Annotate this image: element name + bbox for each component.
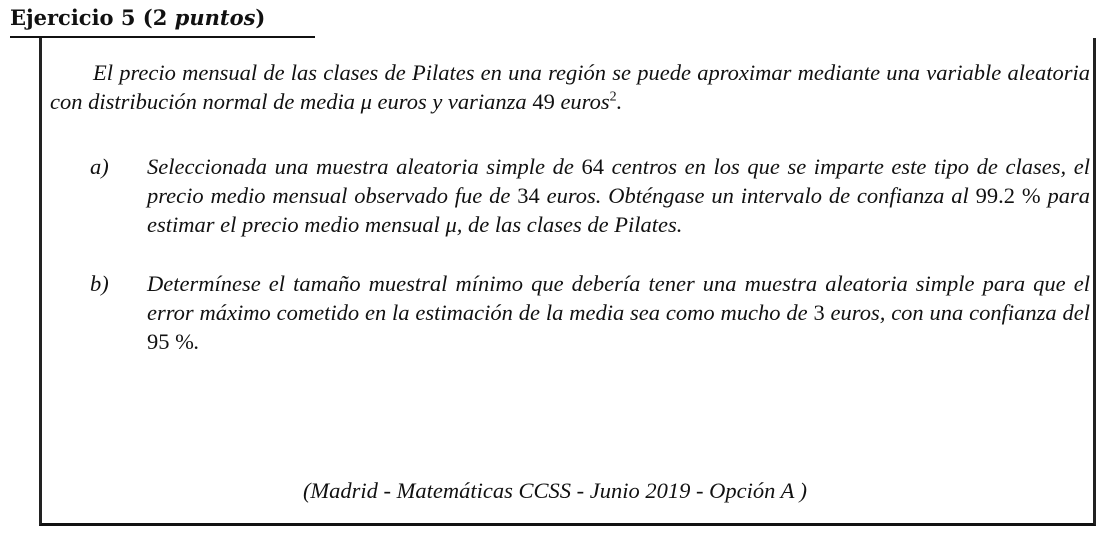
unit-power: 2 (609, 89, 617, 105)
question-label: b) (90, 271, 109, 296)
question-label: a) (90, 154, 109, 179)
question-b (50, 269, 1090, 356)
statement-text: euros y varianza (371, 89, 533, 114)
exercise-body (50, 58, 1090, 356)
question-a (50, 152, 1090, 239)
unit-text: euros (554, 89, 610, 114)
sample-size: 64 (581, 154, 604, 179)
confidence-level: 99.2 % (975, 183, 1041, 208)
statement-text: El precio mensual de las clases de Pilates en una región se puede aproximar mediante una variable aleatoria con distribución normal de media (50, 60, 1090, 114)
statement-end: . (616, 89, 623, 114)
exercise-points: puntos (174, 5, 256, 30)
question-text: Determínese el tamaño muestral mínimo que debería tener una muestra aleatoria simple para que el error máximo cometido en la estimación de la media sea como mucho de 3 euros, con una confianza del 95 %. (147, 271, 1090, 354)
max-error: 3 (813, 300, 825, 325)
mu-symbol: μ (360, 89, 372, 114)
problem-statement (50, 58, 1090, 116)
sample-mean: 34 (517, 183, 540, 208)
exercise-title (10, 4, 315, 38)
question-list (50, 152, 1090, 356)
variance-value: 49 (532, 89, 555, 114)
exam-source: (Madrid - Matemáticas CCSS - Junio 2019 - Opción A ) (302, 478, 808, 503)
exercise-title-main: Ejercicio 5 (2 (10, 5, 175, 30)
exercise-title-close: ) (255, 5, 266, 30)
confidence-level: 95 % (147, 329, 194, 354)
mu-symbol: μ (445, 212, 457, 237)
question-text: Seleccionada una muestra aleatoria simple de 64 centros en los que se imparte este tipo de clases, el precio medio mensual observado fue de 34 euros. Obténgase un intervalo de confianza al 99.2 % para estimar el precio medio mensual μ, de las clases de Pilates. (147, 154, 1090, 237)
